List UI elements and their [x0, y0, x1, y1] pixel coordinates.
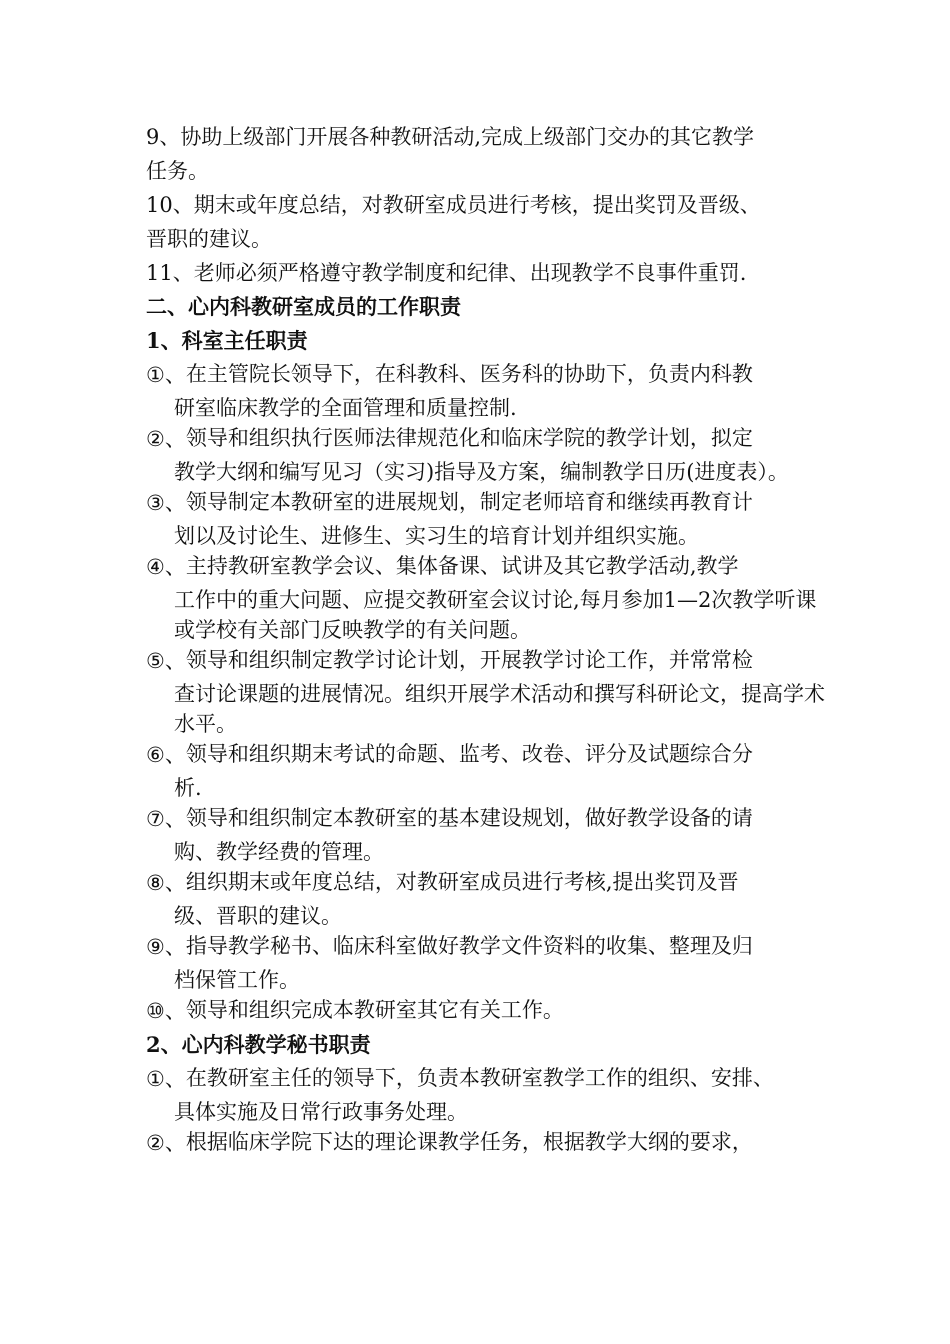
duty-item: [146, 802, 826, 866]
text-line: 10、期末或年度总结，对教研室成员进行考核，提出奖罚及晋级、: [146, 193, 761, 217]
duty-text-line: 领导和组织制定本教研室的基本建设规划，做好教学设备的请: [185, 806, 753, 830]
intro-paragraph-9: [146, 120, 826, 188]
section-heading: 二、心内科教研室成员的工作职责: [146, 294, 461, 319]
duty-continuation: [146, 1096, 826, 1126]
intro-paragraph-11: [146, 256, 826, 290]
duty-continuation: [146, 900, 826, 930]
duty-text-line: 主持教研室教学会议、集体备课、试讲及其它教学活动,教学: [185, 554, 739, 578]
duty-text-line: 学听课或学校有关部门反映教学的有关问题。: [174, 588, 817, 642]
duty-number: ④、: [146, 555, 186, 579]
duty-number: ⑩、: [146, 999, 186, 1023]
duty-number: ⑧、: [146, 871, 186, 895]
duty-item: [146, 358, 826, 422]
duty-text-line: 指导教学秘书、临床科室做好教学文件资料的收集、整理及归: [185, 934, 753, 958]
text-line: 9、协助上级部门开展各种教研活动,完成上级部门交办的其它教学: [146, 125, 755, 149]
duty-item: [146, 1126, 826, 1160]
duty-text-line: 研室临床教学的全面管理和质量控制.: [174, 396, 517, 420]
duty-number: ⑤、: [146, 649, 186, 673]
duty-text-line: 领导和组织执行医师法律规范化和临床学院的教学计划，拟定: [185, 426, 753, 450]
duty-continuation: [146, 678, 826, 738]
duty-text-line: 具体实施及日常行政事务处理。: [174, 1100, 468, 1124]
duty-number: ③、: [146, 491, 186, 515]
duty-continuation: [146, 772, 826, 802]
duty-number: ①、: [146, 363, 186, 387]
duty-text-line: 购、教学经费的管理。: [174, 840, 384, 864]
duty-text-line: 教学大纲和编写见习（实习)指导及方案，编制教学日历(进度: [174, 460, 737, 484]
text-line: 晋职的建议。: [146, 227, 272, 251]
duty-item: [146, 486, 826, 550]
subsection-heading-secretary: 2、心内科教学秘书职责: [146, 1032, 371, 1057]
duty-item: [146, 994, 826, 1028]
duty-text-line: 工作中的重大问题、应提交教研室会议讨论,每月参加1—2次教: [174, 588, 754, 612]
duty-number: ②、: [146, 427, 186, 451]
duty-text-line: 领导和组织制定教学讨论计划，开展教学讨论工作，并常常检: [185, 648, 753, 672]
duty-text-line: 在教研室主任的领导下，负责本教研室教学工作的组织、安排、: [185, 1066, 774, 1090]
duty-continuation: [146, 964, 826, 994]
duty-continuation: [146, 456, 826, 486]
duty-item: [146, 866, 826, 930]
text-line: 任务。: [146, 159, 209, 183]
duty-continuation: [146, 836, 826, 866]
duty-number: ⑦、: [146, 807, 186, 831]
duty-item: [146, 422, 826, 486]
duty-number: ②、: [146, 1131, 186, 1155]
duty-text-line: 在主管院长领导下，在科教科、医务科的协助下，负责内科教: [185, 362, 753, 386]
duty-number: ⑨、: [146, 935, 186, 959]
text-line: 11、老师必须严格遵守教学制度和纪律、出现教学不良事件重罚.: [146, 261, 747, 285]
intro-paragraph-10: [146, 188, 826, 256]
duty-text-line: 级、晋职的建议。: [174, 904, 342, 928]
duty-text-line: 高学术水平。: [174, 682, 825, 736]
duty-text-line: 查讨论课题的进展情况。组织开展学术活动和撰写科研论文，提: [174, 682, 762, 706]
duty-text-line: 档保管工作。: [174, 968, 300, 992]
duty-continuation: [146, 520, 826, 550]
duty-text-line: 领导和组织完成本教研室其它有关工作。: [185, 998, 564, 1022]
duty-text-line: 领导制定本教研室的进展规划，制定老师培育和继续再教育计: [185, 490, 753, 514]
duty-text-line: 领导和组织期末考试的命题、监考、改卷、评分及试题综合分: [185, 742, 753, 766]
duty-item: [146, 1062, 826, 1126]
duty-item: [146, 550, 826, 644]
subsection-heading-director: 1、科室主任职责: [146, 328, 308, 353]
duty-text-line: 析.: [174, 776, 202, 800]
duty-text-line: 划以及讨论生、进修生、实习生的培育计划并组织实施。: [174, 524, 699, 548]
duty-item: [146, 930, 826, 994]
duty-continuation: [146, 584, 826, 644]
duty-text-line: 表）。: [736, 460, 789, 484]
document-body: [146, 120, 826, 1160]
duty-item: [146, 738, 826, 802]
duty-number: ⑥、: [146, 743, 186, 767]
duty-number: ①、: [146, 1067, 186, 1091]
duty-continuation: [146, 392, 826, 422]
duty-text-line: 根据临床学院下达的理论课教学任务，根据教学大纲的要求，: [185, 1130, 753, 1154]
secretary-duties-list: [146, 1062, 826, 1160]
duty-text-line: 组织期末或年度总结，对教研室成员进行考核,提出奖罚及晋: [185, 870, 739, 894]
duty-item: [146, 644, 826, 738]
director-duties-list: [146, 358, 826, 1028]
